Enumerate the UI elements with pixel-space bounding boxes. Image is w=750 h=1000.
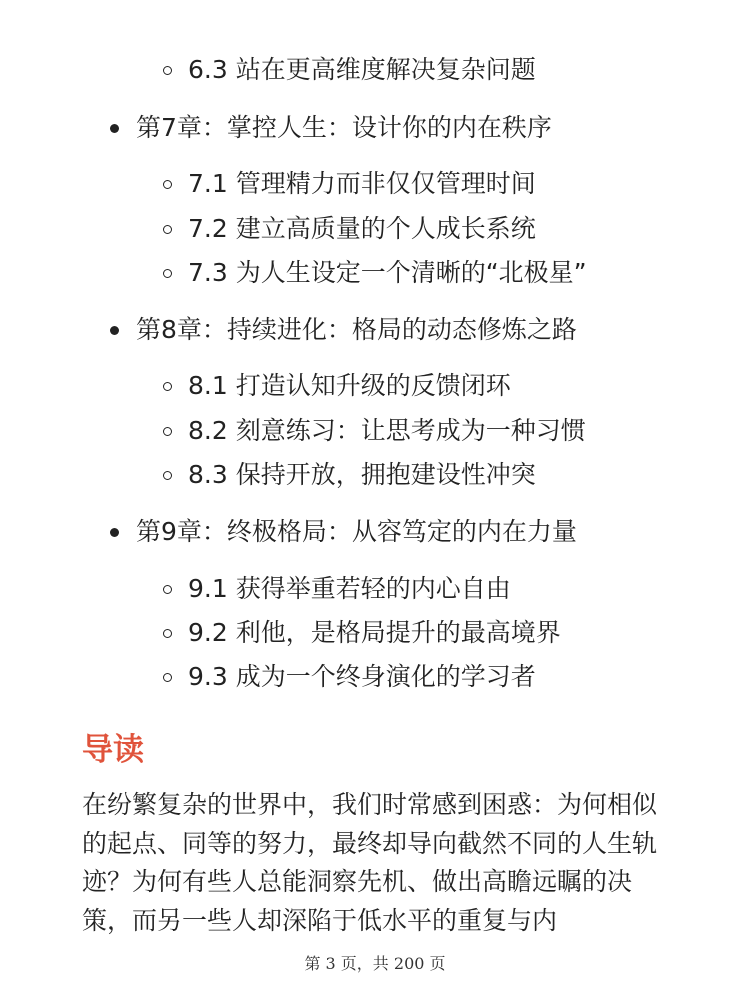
body-paragraph: 在纷繁复杂的世界中，我们时常感到困惑：为何相似的起点、同等的努力，最终却导向截然不同的人生轨迹？为何有些人总能洞察先机、做出高瞻远瞩的决策，而另一些人却深陷于低水平的重复与内: [82, 790, 658, 935]
toc-item-9-1: [163, 569, 511, 609]
toc-item-text: 8.2 刻意练习：让思考成为一种习惯: [188, 416, 586, 445]
toc-item-text: 6.3 站在更高维度解决复杂问题: [188, 55, 536, 84]
circle-bullet-icon: [163, 629, 172, 638]
toc-item-text: 8.1 打造认知升级的反馈闭环: [188, 371, 511, 400]
toc-item-text: 9.3 成为一个终身演化的学习者: [188, 662, 536, 691]
circle-bullet-icon: [163, 585, 172, 594]
circle-bullet-icon: [163, 225, 172, 234]
toc-item-text: 7.1 管理精力而非仅仅管理时间: [188, 169, 536, 198]
toc-item-text: 7.2 建立高质量的个人成长系统: [188, 214, 536, 243]
toc-item-7-1: [163, 164, 536, 204]
toc-item-text: 9.2 利他，是格局提升的最高境界: [188, 618, 561, 647]
disc-bullet-icon: [110, 528, 119, 537]
toc-item-8-2: [163, 411, 586, 451]
toc-item-7-3: [163, 253, 587, 293]
toc-item-6-3: [163, 50, 536, 90]
toc-chapter-9: [110, 512, 577, 552]
toc-item-8-3: [163, 455, 536, 495]
disc-bullet-icon: [110, 326, 119, 335]
toc-item-text: 7.3 为人生设定一个清晰的“北极星”: [188, 258, 587, 287]
page-number-footer: 第 3 页，共 200 页: [304, 954, 446, 973]
circle-bullet-icon: [163, 382, 172, 391]
circle-bullet-icon: [163, 66, 172, 75]
toc-chapter-8: [110, 310, 577, 350]
circle-bullet-icon: [163, 427, 172, 436]
toc-item-text: 第9章：终极格局：从容笃定的内在力量: [136, 517, 577, 546]
toc-item-9-3: [163, 657, 536, 697]
toc-item-8-1: [163, 366, 511, 406]
toc-item-text: 第8章：持续进化：格局的动态修炼之路: [136, 315, 577, 344]
toc-chapter-7: [110, 108, 552, 148]
circle-bullet-icon: [163, 673, 172, 682]
toc-item-text: 9.1 获得举重若轻的内心自由: [188, 574, 511, 603]
toc-item-text: 8.3 保持开放，拥抱建设性冲突: [188, 460, 536, 489]
circle-bullet-icon: [163, 269, 172, 278]
toc-item-9-2: [163, 613, 561, 653]
section-heading: 导读: [82, 732, 144, 768]
toc-item-text: 第7章：掌控人生：设计你的内在秩序: [136, 113, 552, 142]
toc-item-7-2: [163, 209, 536, 249]
circle-bullet-icon: [163, 180, 172, 189]
circle-bullet-icon: [163, 471, 172, 480]
disc-bullet-icon: [110, 124, 119, 133]
